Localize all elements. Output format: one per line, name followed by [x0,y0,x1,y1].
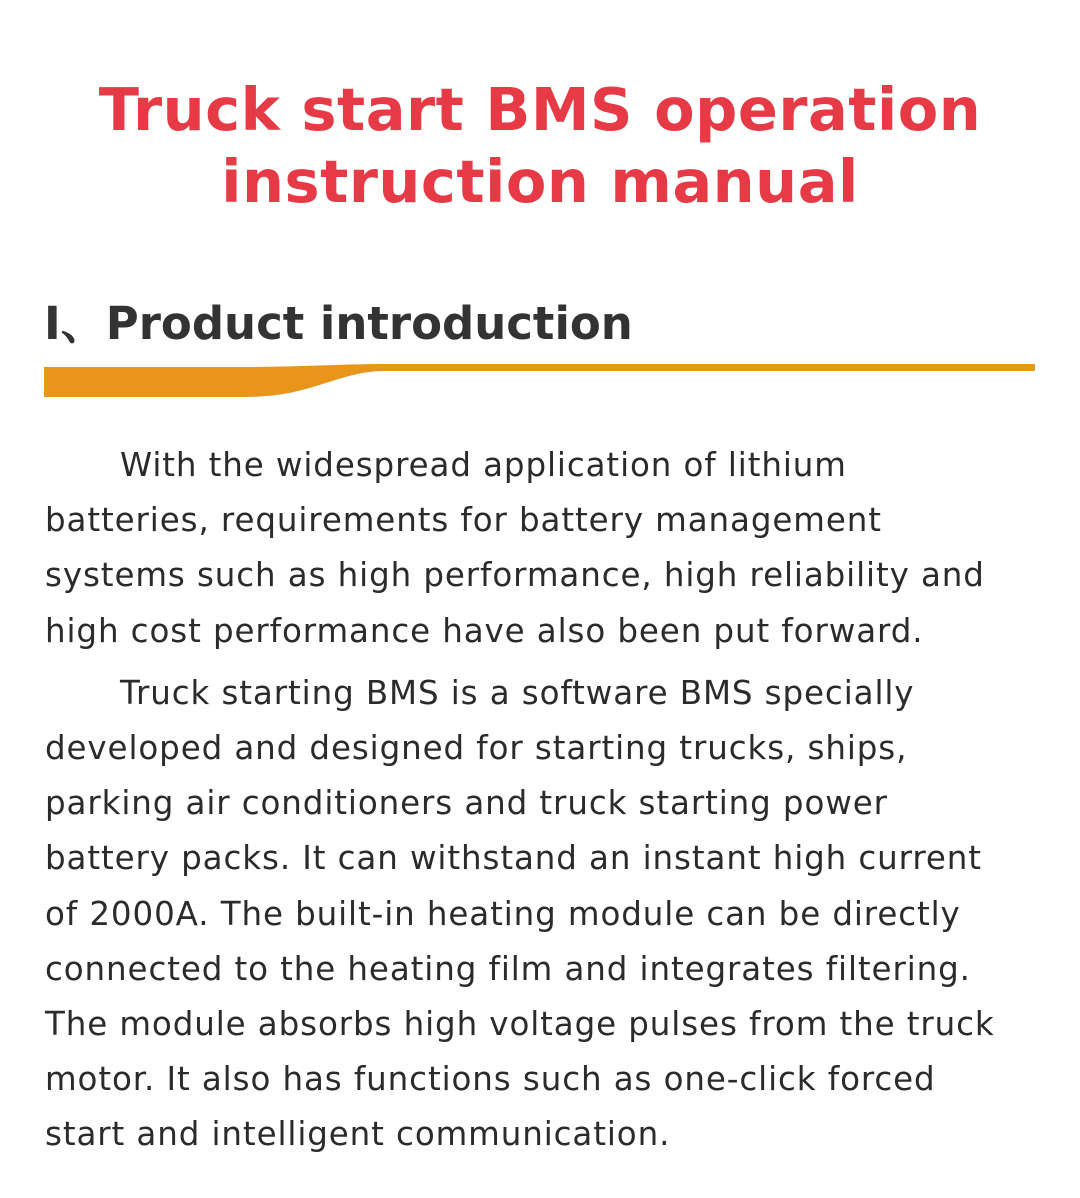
intro-body [45,438,1045,1170]
paragraph-line: parking air conditioners and truck starting power [45,784,888,823]
document-title [0,74,1080,218]
paragraph-line: motor. It also has functions such as one-click forced [45,1060,936,1099]
paragraph-line: start and intelligent communication. [45,1115,671,1154]
document-title-line-1: Truck start BMS operation [98,75,982,144]
paragraph-1 [45,438,1045,659]
heading-underline-shape [44,365,1034,396]
paragraph-line: systems such as high performance, high reliability and [45,556,985,595]
paragraph-2 [45,666,1045,1163]
heading-underline-bar [44,362,1036,398]
paragraph-line: of 2000A. The built-in heating module can be directly [45,894,961,933]
paragraph-line: batteries, requirements for battery management [45,501,882,540]
paragraph-line: The module absorbs high voltage pulses from the truck [45,1005,995,1044]
paragraph-line: developed and designed for starting trucks, ships, [45,729,908,768]
heading-underline-cap [44,368,52,396]
paragraph-line: connected to the heating film and integrates filtering. [45,949,971,988]
document-title-line-2: instruction manual [221,147,859,216]
section-heading: I、Product introduction [44,297,633,350]
paragraph-line: Truck starting BMS is a software BMS specially [120,673,915,712]
paragraph-line: With the widespread application of lithium [120,446,847,484]
paragraph-line: battery packs. It can withstand an instant high current [45,839,982,878]
paragraph-line: high cost performance have also been put forward. [45,611,924,650]
